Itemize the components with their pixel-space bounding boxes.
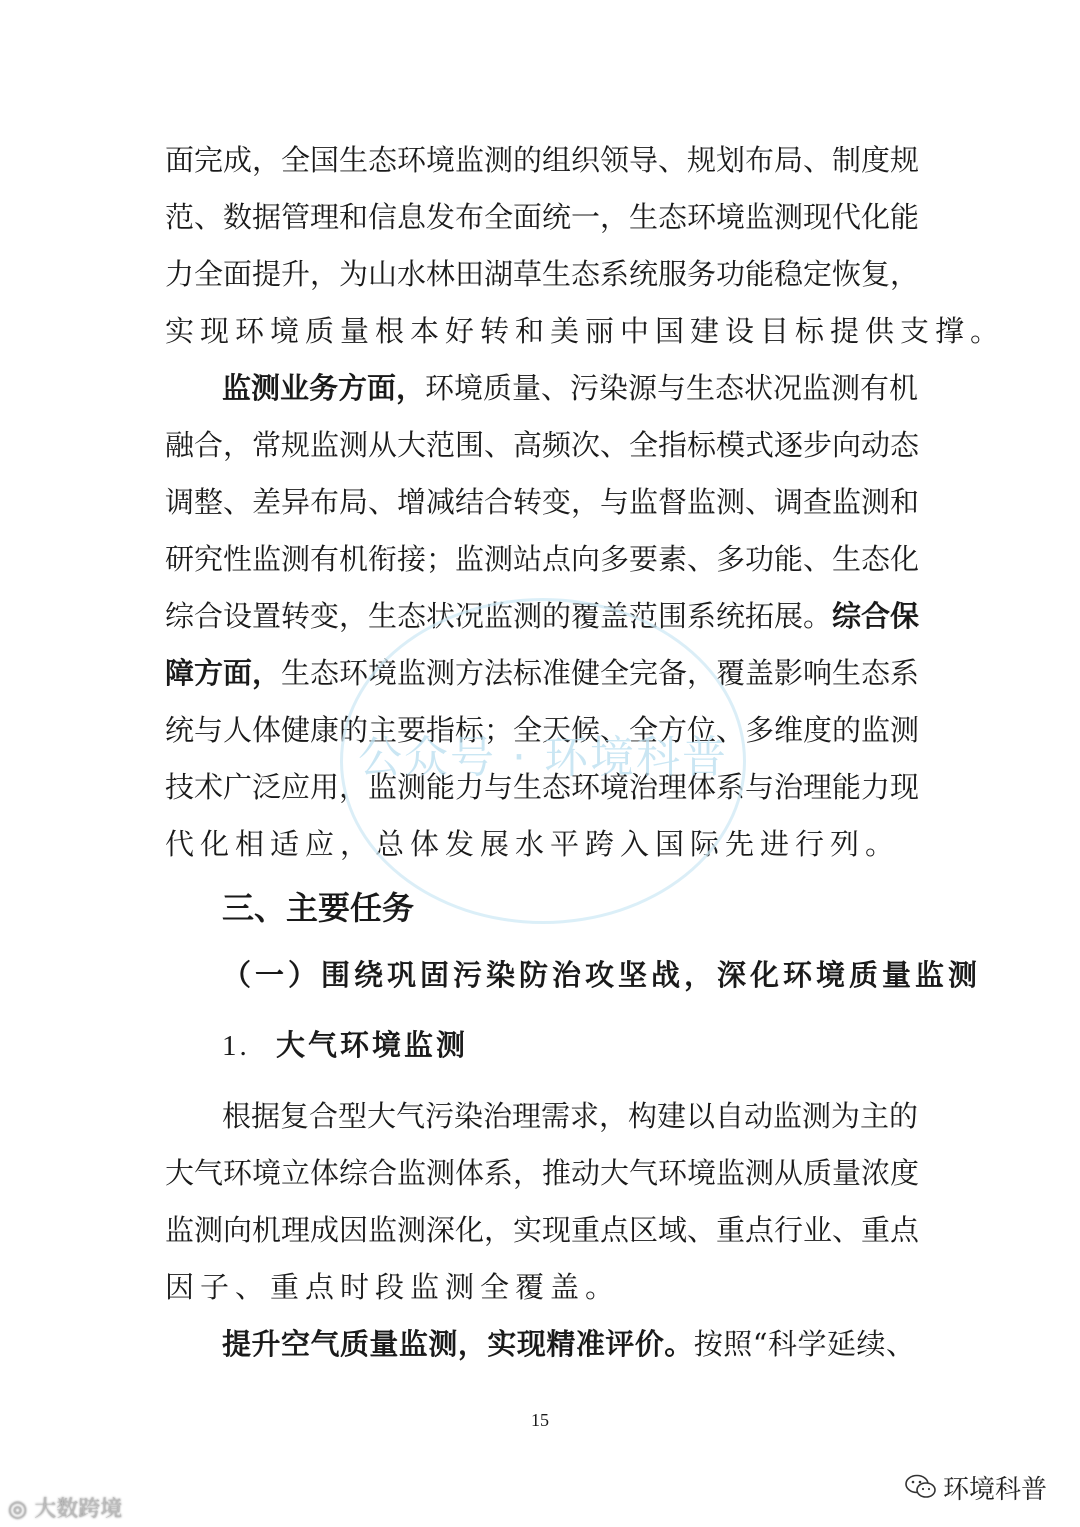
paragraph2-line: [165, 653, 920, 693]
footer-right-text: 环境科普: [943, 1474, 1048, 1505]
paragraph1-line: 力全面提升，为山水林田湖草生态系统服务功能稳定恢复，: [165, 257, 920, 291]
paragraph2-line: [222, 368, 919, 408]
paragraph2-lead: 监测业务方面，: [222, 371, 426, 405]
paragraph2-line: 研究性监测有机衔接；监测站点向多要素、多功能、生态化: [165, 542, 920, 576]
wechat-icon: [905, 1474, 937, 1500]
paragraph3-line: 根据复合型大气污染治理需求，构建以自动监测为主的: [222, 1099, 919, 1133]
footer-left-text: 大数跨境: [34, 1497, 123, 1522]
paragraph2-line: 统与人体健康的主要指标；全天候、全方位、多维度的监测: [165, 713, 920, 747]
item-heading-text: 大气环境监测: [275, 1028, 468, 1062]
subsection-heading: （一）围绕巩固污染防治攻坚战，深化环境质量监测: [222, 958, 982, 992]
section-heading: 三、主要任务: [222, 889, 415, 927]
paragraph2-line5-text: 综合设置转变，生态状况监测的覆盖范围系统拓展。: [165, 599, 833, 633]
paragraph2-line: 技术广泛应用，监测能力与生态环境治理体系与治理能力现: [165, 770, 920, 804]
paragraph4-rest: 按照“科学延续、: [693, 1327, 915, 1361]
paragraph2-line6-bold: 障方面，: [165, 656, 282, 690]
paragraph1-line: 范、数据管理和信息发布全面统一，生态环境监测现代化能: [165, 200, 920, 234]
watermark-seal: [340, 598, 746, 924]
footer-watermark-left: [8, 1492, 122, 1523]
page-number: 15: [531, 1410, 549, 1430]
paragraph4-lead: 提升空气质量监测，实现精准评价。: [222, 1327, 694, 1361]
paragraph3-line: 大气环境立体综合监测体系，推动大气环境监测从质量浓度: [165, 1156, 920, 1190]
paragraph1-line: 实现环境质量根本好转和美丽中国建设目标提供支撑。: [165, 314, 1006, 348]
item-heading: [222, 1025, 468, 1066]
footer-wechat-tag: [905, 1470, 1047, 1504]
paragraph2-line: [165, 596, 920, 636]
paragraph2-line5-bold: 综合保: [832, 599, 920, 633]
paragraph4-line: [222, 1324, 915, 1364]
paragraph1-line: 面完成，全国生态环境监测的组织领导、规划布局、制度规: [165, 143, 920, 177]
paragraph3-line: 监测向机理成因监测深化，实现重点区域、重点行业、重点: [165, 1213, 920, 1247]
camera-logo-icon: ◎: [8, 1497, 28, 1522]
paragraph2-line1-rest: 环境质量、污染源与生态状况监测有机: [425, 371, 919, 405]
paragraph2-line: 代化相适应，总体发展水平跨入国际先进行列。: [165, 827, 901, 861]
paragraph2-line: 融合，常规监测从大范围、高频次、全指标模式逐步向动态: [165, 428, 920, 462]
paragraph2-line6-rest: 生态环境监测方法标准健全完备，覆盖影响生态系: [281, 656, 920, 690]
watermark-text: 公众号 · 环境科普: [358, 732, 728, 783]
paragraph3-line: 因子、重点时段监测全覆盖。: [165, 1270, 621, 1304]
paragraph2-line: 调整、差异布局、增减结合转变，与监督监测、调查监测和: [165, 485, 920, 519]
item-heading-number: 1.: [222, 1030, 250, 1062]
